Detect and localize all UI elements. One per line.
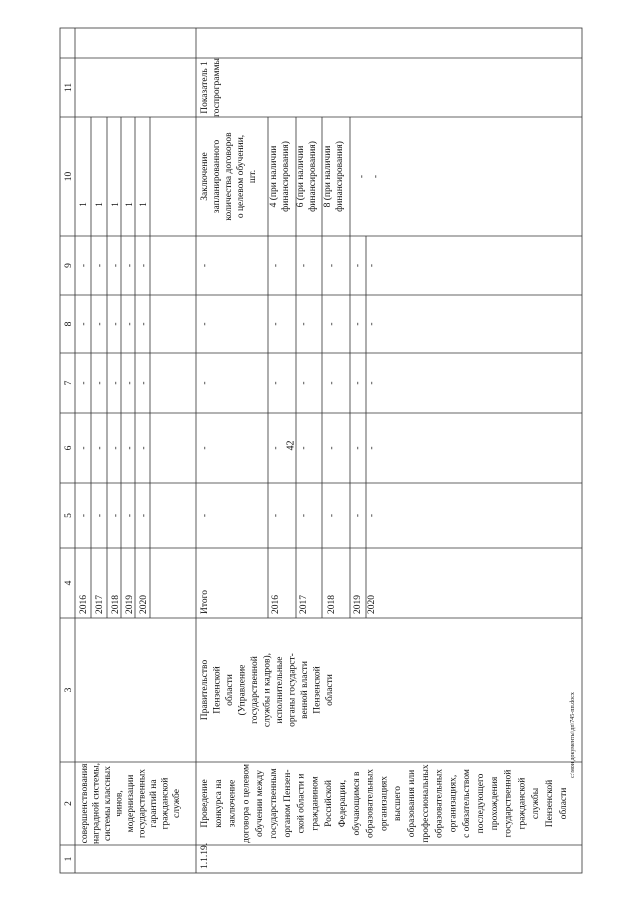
row-a-year: 2017 [95,595,105,614]
row-b-col10-line: количества договоров [224,132,234,221]
row-a-dash: - [125,381,135,385]
row-b-col3-line: Пензенской [212,666,223,714]
row-b-col2-line: заключение [227,779,238,828]
column-header-6: 6 [64,445,74,451]
row-a-dash: - [139,263,149,268]
row-b-dash: - [200,381,210,385]
row-b-dash: - [200,513,210,518]
row-b-col2-line: конкурса на [213,779,224,828]
row-b-col10-line: 6 (при наличии [296,145,306,208]
row-b-col2-line: обучении между [255,770,266,837]
row-b-dash: - [271,322,281,326]
row-b-col10-line: о целевом обучении, [236,134,246,219]
column-header-3: 3 [64,687,74,693]
row-b-dash: - [353,322,363,326]
row-b-dash: - [327,513,337,518]
row-a-year: 2019 [125,595,135,614]
row-b-dash: - [327,322,337,326]
row-b-col3-line: венной власти [300,661,310,719]
row-a-dash: - [95,263,105,268]
row-b-col2-line: с обязательством [462,769,473,838]
row-a-col2-line: службе [172,789,182,818]
row-b-dash: - [327,446,337,450]
row-b-col2-line: образовательных [434,769,445,838]
column-header-4: 4 [64,580,74,586]
footer-path: c:\мои документы\дп\745-пп.docx [570,692,576,778]
row-b-col3-line: области [225,674,235,706]
row-b-dash: - [299,381,309,385]
column-header-2: 2 [64,801,74,806]
row-b-col2-line: гражданином [310,776,321,831]
row-a-col2-line: совершенствования [80,763,90,844]
row-b-dash: - [299,263,309,268]
row-b-year: 2019 [353,595,363,614]
row-b-year: 2018 [327,595,337,614]
row-b-col2-line: обучающимся в [351,771,362,836]
row-b-year: 2016 [271,595,281,614]
row-a-dash: - [139,322,149,326]
row-b-year: 2017 [299,595,309,614]
row-b-col2-line: образовательных [365,769,376,838]
row-b-col3-line: органы государст- [287,653,298,727]
row-b-col10-line: 8 (при наличии [323,145,333,208]
row-a-year: 2020 [139,595,149,614]
row-b-col2-line: государственным [269,768,279,839]
row-b-col11-line: госпрограммы [212,58,222,117]
row-b-dash: - [367,322,377,326]
column-header-9: 9 [64,263,74,268]
row-b-dash: - [367,263,377,268]
row-b-col2-line: государственной [503,769,514,838]
row-b-number: 1.1.19. [200,842,210,869]
row-a-dash: - [95,513,105,518]
row-b-col2-line: области [558,787,569,820]
row-b-dash: - [271,513,281,518]
row-b-col10-line: запланированного [212,139,222,214]
row-b-col2-line: организациях, [448,774,459,833]
row-b-dash: - [271,263,281,268]
row-b-col10-line: 4 (при наличии [269,145,279,208]
row-b-col2-line: образования или [407,769,417,838]
row-b-col2-line: последующего [476,773,486,834]
row-a-dash: - [95,381,105,385]
row-b-dash: - [327,381,337,385]
row-b-col2-line: гражданской [517,777,528,830]
row-a-col10: 1 [139,202,149,207]
row-b-col2-line: профессиональных [420,764,431,843]
row-a-dash: - [125,322,135,326]
row-b-dash: - [353,263,363,268]
page-number: 42 [285,440,297,451]
row-a-dash: - [79,322,89,326]
row-b-dash: - [200,446,210,450]
row-a-col10: 1 [95,202,105,207]
row-b-dash: - [367,446,377,450]
row-a-col2-line: государственных [137,768,148,839]
row-b-dash: - [271,446,281,450]
row-b-col11-line: Показатель 1 [200,61,210,114]
column-header-1: 1 [64,856,74,862]
row-b-col10-line: финансирования) [281,141,291,212]
row-b-col2-line: Проведение [200,779,210,828]
column-header-8: 8 [64,321,74,327]
row-a-dash: - [79,446,89,450]
row-b-dash: - [299,513,309,518]
row-a-col2-line: чинов, [114,790,125,817]
row-b-col2-line: прохождения [489,776,500,831]
row-b-col3-line: государственной [250,656,260,724]
row-a-dash: - [95,322,105,326]
row-b-col10-line: - [357,174,367,179]
row-b-col2-line: высшего [393,785,404,822]
row-b-dash: - [353,513,363,518]
row-b-col3-line: исполнительные [275,656,285,724]
row-b-col2-line: Федерации, [338,779,348,828]
row-b-dash: - [367,381,377,385]
row-b-col10-line: финансирования) [335,141,345,212]
row-a-col2-line: гарантий на [149,779,159,828]
row-b-col2-line: Российской [324,780,335,827]
row-b-col3-line: Пензенской [312,666,323,714]
row-a-dash: - [79,381,89,385]
row-b-dash: - [299,322,309,326]
row-a-col2-line: гражданской [160,777,171,830]
row-b-col10-line: финансирования) [308,141,318,212]
row-b-dash: - [353,446,363,450]
row-b-dash: - [200,322,210,326]
column-header-10: 10 [64,171,74,182]
row-b-dash: - [200,263,210,268]
row-b-col2-line: органом Пензен- [282,769,293,838]
row-a-col2-line: наградной системы, [91,763,102,844]
row-b-col3-line: службы и кадров), [262,652,273,728]
row-b-col3-line: области [325,674,335,706]
row-a-dash: - [95,446,105,450]
row-a-dash: - [125,446,135,450]
row-a-dash: - [139,446,149,450]
row-a-year: 2018 [111,595,121,614]
row-a-col10: 1 [79,202,89,207]
row-b-year: Итого [200,589,210,614]
row-a-dash: - [111,446,121,450]
row-a-dash: - [79,513,89,518]
row-b-dash: - [367,513,377,518]
row-b-col3-line: (Управление [237,664,248,716]
row-b-year: 2020 [367,595,377,614]
row-a-dash: - [111,322,121,326]
row-b-col2-line: договора о целевом [241,764,252,843]
row-b-col2-line: Пензенской [545,779,555,828]
row-a-col2-line: системы классных [103,766,113,841]
row-b-col10-line: шт. [248,169,258,184]
row-a-dash: - [111,381,121,385]
row-a-year: 2016 [79,595,89,614]
row-a-col10: 1 [111,202,121,207]
row-b-col2-line: службы [531,787,542,820]
row-a-col10: 1 [125,202,135,207]
column-header-5: 5 [64,513,74,518]
row-b-dash: - [353,381,363,385]
row-a-dash: - [79,263,89,268]
row-b-col10-line: Заключение [200,152,210,201]
row-b-dash: - [271,381,281,385]
row-b-col2-line: ской области и [296,773,307,834]
row-b-col10-line: - [371,174,381,179]
row-a-dash: - [111,513,121,518]
row-b-col3-line: Правительство [200,659,210,721]
row-a-dash: - [139,381,149,385]
row-a-dash: - [139,513,149,518]
row-a-col2-line: модернизации [126,774,136,833]
row-a-dash: - [125,263,135,268]
row-a-dash: - [125,513,135,518]
row-b-dash: - [327,263,337,268]
row-b-col2-line: организациях [379,775,390,832]
row-b-dash: - [299,446,309,450]
row-a-dash: - [111,263,121,268]
column-header-11: 11 [64,82,74,93]
column-header-7: 7 [64,380,74,386]
